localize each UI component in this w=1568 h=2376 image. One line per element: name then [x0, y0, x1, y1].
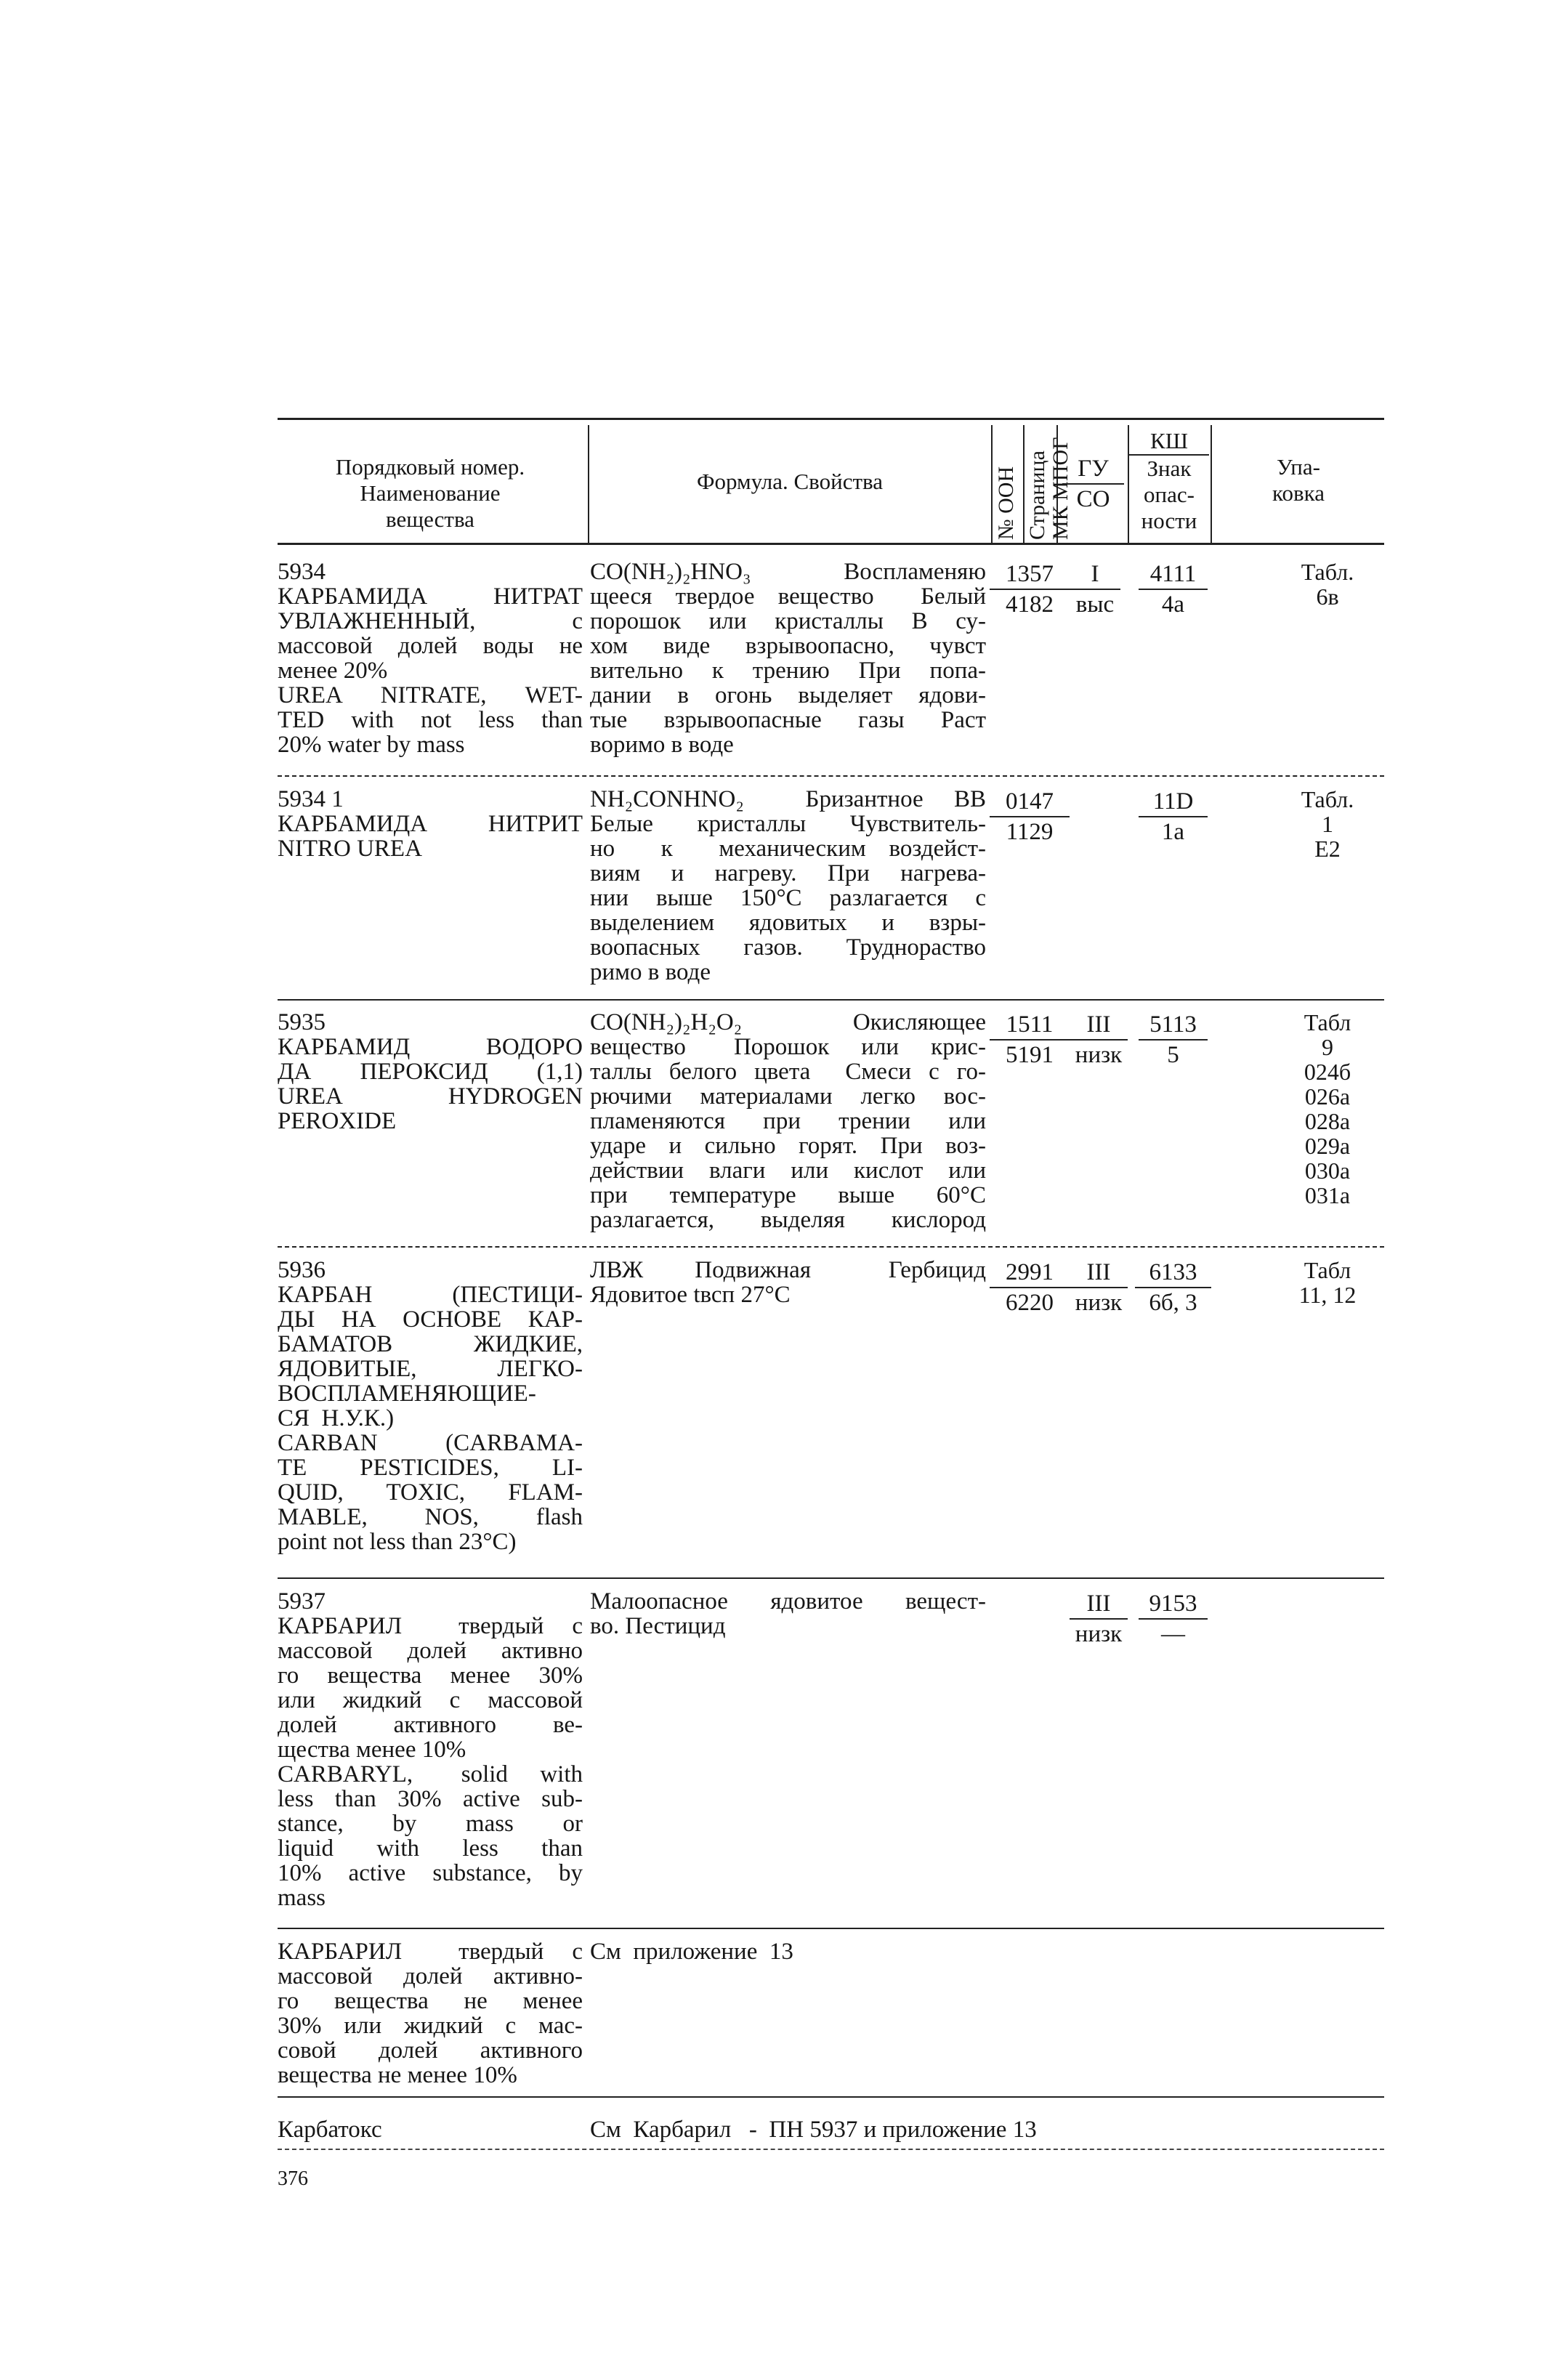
prop-line: нии выше 150°С разлагается с: [590, 885, 986, 911]
header-oon-column: № ООН: [994, 466, 1018, 540]
row-divider: [278, 775, 1384, 777]
packaging: [1280, 1010, 1375, 1208]
packaging: [1280, 1258, 1375, 1307]
prop-line: Малоопасное ядовитое вещест-: [590, 1588, 986, 1615]
mpog-page: 4182: [1006, 591, 1054, 618]
prop-line: щееся твердое вещество Белый: [590, 583, 986, 610]
ksh-sign-fraction: [1139, 1589, 1208, 1649]
entry-properties: [590, 1010, 986, 1232]
page-number: 376: [278, 2167, 308, 2190]
pack-line: 1: [1322, 811, 1333, 837]
name-line: CARBAN (CARBAMA-: [278, 1430, 583, 1456]
pack-line: E2: [1314, 836, 1341, 862]
name-line: 30% или жидкий с мас-: [278, 2013, 583, 2039]
header-ksh: КШ: [1129, 428, 1209, 456]
name-line: TED with not less than: [278, 707, 583, 733]
name-line: ДА ПЕРОКСИД (1,1): [278, 1059, 583, 1085]
prop-line: рючими материалами легко вос-: [590, 1083, 986, 1110]
prop-line: NH₂CONHNO₂ Бризантное ВВ: [590, 786, 986, 812]
prop-line: пламеняются при трении или: [590, 1108, 986, 1134]
gu-value: III: [1070, 1589, 1128, 1620]
ksh-sign-fraction: [1139, 787, 1208, 846]
name-line: liquid with less than: [278, 1835, 583, 1862]
header-pack-line: ковка: [1272, 480, 1325, 506]
pack-line: 030а: [1304, 1157, 1351, 1184]
oon-mpog-fraction: [990, 787, 1070, 846]
mpog-page: 6220: [1006, 1290, 1054, 1316]
entry-properties: [590, 1258, 986, 1307]
cross-reference-target: См Карбарил - ПН 5937 и приложение 13: [590, 2117, 1037, 2143]
prop-line: таллы белого цвета Смеси с го-: [590, 1059, 986, 1085]
header-mpog-line: Страница: [1025, 450, 1049, 540]
col-separator: [991, 425, 993, 543]
prop-line: вительно к трению При попа-: [590, 658, 986, 684]
col-separator: [1211, 425, 1212, 543]
name-line: 5934: [278, 559, 326, 585]
name-line: совой долей активного: [278, 2037, 583, 2064]
name-line: UREA HYDROGEN: [278, 1083, 583, 1110]
oon-number: 1357: [990, 559, 1070, 590]
hazard-sign: —: [1161, 1621, 1185, 1647]
row-divider: [278, 2096, 1384, 2098]
name-line: 5934 1: [278, 786, 344, 812]
header-name-line: Порядковый номер.: [335, 454, 525, 480]
gu-co-fraction: [1070, 559, 1120, 619]
ksh-code: 4111: [1139, 559, 1208, 590]
pack-line: 031а: [1304, 1182, 1351, 1208]
cross-reference-name: Карбатокс: [278, 2117, 382, 2143]
entry-name: [278, 559, 583, 757]
hazard-sign: 1а: [1161, 819, 1185, 845]
prop-line: См приложение 13: [590, 1939, 793, 1965]
name-line: менее 20%: [278, 658, 388, 684]
name-line: QUID, TOXIC, FLAM-: [278, 1479, 583, 1506]
name-line: UREA NITRATE, WET-: [278, 682, 583, 708]
mpog-page: 1129: [1006, 819, 1054, 845]
name-line: КАРБАМИД ВОДОРО: [278, 1034, 583, 1060]
name-line: 5935: [278, 1009, 326, 1035]
header-name-line: Наименование: [360, 480, 501, 506]
packaging: [1280, 559, 1375, 609]
prop-line: вещество Порошок или крис-: [590, 1034, 986, 1060]
prop-line: во. Пестицид: [590, 1613, 726, 1639]
pack-line: Табл: [1304, 1257, 1351, 1283]
co-value: низк: [1075, 1621, 1123, 1647]
name-line: массовой долей активно: [278, 1638, 583, 1664]
name-line: БАМАТОВ ЖИДКИЕ,: [278, 1331, 583, 1357]
oon-mpog-fraction: [990, 1258, 1070, 1317]
header-gu: ГУ: [1062, 454, 1124, 485]
name-line: СЯ Н.У.К.): [278, 1405, 395, 1431]
header-sign-line: опас-: [1144, 482, 1195, 507]
prop-line: виям и нагреву. При нагрева-: [590, 860, 986, 886]
entry-name: [278, 1010, 583, 1134]
col-separator: [588, 425, 589, 543]
gu-value: III: [1070, 1010, 1128, 1040]
header-co: СО: [1076, 486, 1110, 512]
prop-line: ЛВЖ Подвижная Гербицид: [590, 1257, 986, 1283]
entry-name: [278, 787, 583, 861]
gu-value: III: [1070, 1258, 1128, 1288]
header-top-rule: [278, 418, 1384, 420]
hazard-sign: 4а: [1161, 591, 1185, 618]
name-line: 10% active substance, by: [278, 1860, 583, 1886]
name-line: ЯДОВИТЫЕ, ЛЕГКО-: [278, 1356, 583, 1382]
header-name-line: вещества: [386, 506, 474, 532]
oon-mpog-fraction: [990, 1010, 1070, 1070]
prop-line: тые взрывоопасные газы Раст: [590, 707, 986, 733]
co-value: низк: [1075, 1290, 1123, 1316]
name-line: УВЛАЖНЕННЫЙ, с: [278, 608, 583, 634]
name-line: PEROXIDE: [278, 1108, 397, 1134]
name-line: вещества не менее 10%: [278, 2062, 517, 2088]
co-value: выс: [1075, 591, 1115, 618]
name-line: КАРБАРИЛ твердый с: [278, 1613, 583, 1639]
footer-rule: [278, 2149, 1384, 2150]
name-line: КАРБАМИДА НИТРИТ: [278, 811, 583, 837]
name-line: го вещества не менее: [278, 1988, 583, 2014]
ksh-sign-fraction: [1139, 559, 1208, 619]
header-name-column: [278, 454, 583, 533]
name-line: КАРБАМИДА НИТРАТ: [278, 583, 583, 610]
oon-number: 0147: [990, 787, 1070, 817]
pack-line: 11, 12: [1298, 1282, 1357, 1308]
pack-line: 028а: [1304, 1108, 1351, 1134]
header-sign-line: Знак: [1147, 456, 1192, 481]
hazard-sign: 6б, 3: [1149, 1290, 1197, 1316]
entry-name: [278, 1589, 583, 1910]
ksh-sign-fraction: [1139, 1010, 1208, 1070]
prop-line: римо в воде: [590, 959, 711, 985]
gu-value: I: [1070, 559, 1120, 590]
name-line: less than 30% active sub-: [278, 1786, 583, 1812]
gu-co-fraction: [1070, 1258, 1128, 1317]
name-line: долей активного ве-: [278, 1712, 583, 1738]
ksh-code: 6133: [1135, 1258, 1211, 1288]
name-line: массовой долей активно-: [278, 1963, 583, 1989]
name-line: TE PESTICIDES, LI-: [278, 1455, 583, 1481]
ksh-code: 11D: [1139, 787, 1208, 817]
row-divider: [278, 1928, 1384, 1929]
packaging: [1280, 787, 1375, 861]
name-line: КАРБАРИЛ твердый с: [278, 1939, 583, 1965]
pack-line: Табл: [1304, 1009, 1351, 1035]
name-line: ВОСПЛАМЕНЯЮЩИЕ-: [278, 1381, 536, 1407]
pack-line: 029а: [1304, 1133, 1351, 1159]
header-mpog-line: МК МПОГ: [1048, 437, 1072, 540]
gu-co-fraction: [1070, 1589, 1128, 1649]
header-formula-column: Формула. Свойства: [697, 469, 883, 494]
name-line: point not less than 23°C): [278, 1529, 517, 1555]
entry-properties: [590, 1939, 986, 1964]
pack-line: 024б: [1304, 1059, 1351, 1085]
mpog-page: 5191: [1006, 1042, 1054, 1068]
entry-properties: [590, 1589, 986, 1638]
gu-co-fraction: [1070, 1010, 1128, 1070]
prop-line: при температуре выше 60°С: [590, 1182, 986, 1208]
prop-line: Белые кристаллы Чувствитель-: [590, 811, 986, 837]
ksh-code: 9153: [1139, 1589, 1208, 1620]
co-value: низк: [1075, 1042, 1123, 1068]
name-line: ДЫ НА ОСНОВЕ КАР-: [278, 1306, 583, 1333]
prop-line: хом виде взрывоопасно, чувст: [590, 633, 986, 659]
pack-line: 026а: [1304, 1083, 1351, 1110]
prop-line: Ядовитое tвсп 27°С: [590, 1282, 791, 1308]
name-line: 5937: [278, 1588, 326, 1615]
entry-properties: [590, 787, 986, 985]
prop-line: разлагается, выделяя кислород: [590, 1207, 986, 1233]
name-line: го вещества менее 30%: [278, 1662, 583, 1689]
header-bottom-rule: [278, 543, 1384, 545]
oon-number: 2991: [990, 1258, 1070, 1288]
pack-line: 9: [1322, 1034, 1333, 1060]
header-pack-line: Упа-: [1277, 454, 1320, 480]
name-line: КАРБАН (ПЕСТИЦИ-: [278, 1282, 583, 1308]
name-line: MABLE, NOS, flash: [278, 1504, 583, 1530]
pack-line: Табл.: [1301, 559, 1354, 585]
name-line: щества менее 10%: [278, 1737, 466, 1763]
name-line: stance, by mass or: [278, 1811, 583, 1837]
prop-line: CO(NH₂)₂HNO₃ Воспламеняю: [590, 559, 986, 585]
prop-line: дании в огонь выделяет ядови-: [590, 682, 986, 708]
prop-line: выделением ядовитых и взры-: [590, 910, 986, 936]
prop-line: воопасных газов. Труднораство: [590, 934, 986, 961]
name-line: 20% water by mass: [278, 732, 465, 758]
row-divider: [278, 1246, 1384, 1248]
entry-name: [278, 1939, 583, 2088]
name-line: CARBARYL, solid with: [278, 1761, 583, 1787]
ksh-sign-fraction: [1135, 1258, 1211, 1317]
prop-line: порошок или кристаллы В су-: [590, 608, 986, 634]
col-separator: [1023, 425, 1025, 543]
pack-line: 6в: [1316, 583, 1339, 610]
prop-line: но к механическим воздейст-: [590, 836, 986, 862]
name-line: mass: [278, 1885, 326, 1911]
oon-mpog-fraction: [990, 559, 1070, 619]
header-gu-co: [1062, 454, 1124, 514]
header-sign-line: ности: [1141, 508, 1197, 533]
pack-line: Табл.: [1301, 786, 1354, 812]
header-ksh-column: [1129, 428, 1209, 534]
entry-name: [278, 1258, 583, 1554]
ksh-code: 5113: [1139, 1010, 1208, 1040]
row-divider: [278, 1577, 1384, 1579]
prop-line: CO(NH₂)₂H₂O₂ Окисляющее: [590, 1009, 986, 1035]
header-pack-column: [1215, 454, 1382, 506]
row-divider: [278, 999, 1384, 1001]
prop-line: действии влаги или кислот или: [590, 1157, 986, 1184]
entry-properties: [590, 559, 986, 757]
oon-number: 1511: [990, 1010, 1070, 1040]
name-line: NITRO UREA: [278, 836, 422, 862]
prop-line: воримо в воде: [590, 732, 734, 758]
name-line: 5936: [278, 1257, 326, 1283]
prop-line: ударе и сильно горят. При воз-: [590, 1133, 986, 1159]
name-line: или жидкий с массовой: [278, 1687, 583, 1713]
hazard-sign: 5: [1167, 1042, 1179, 1068]
name-line: массовой долей воды не: [278, 633, 583, 659]
